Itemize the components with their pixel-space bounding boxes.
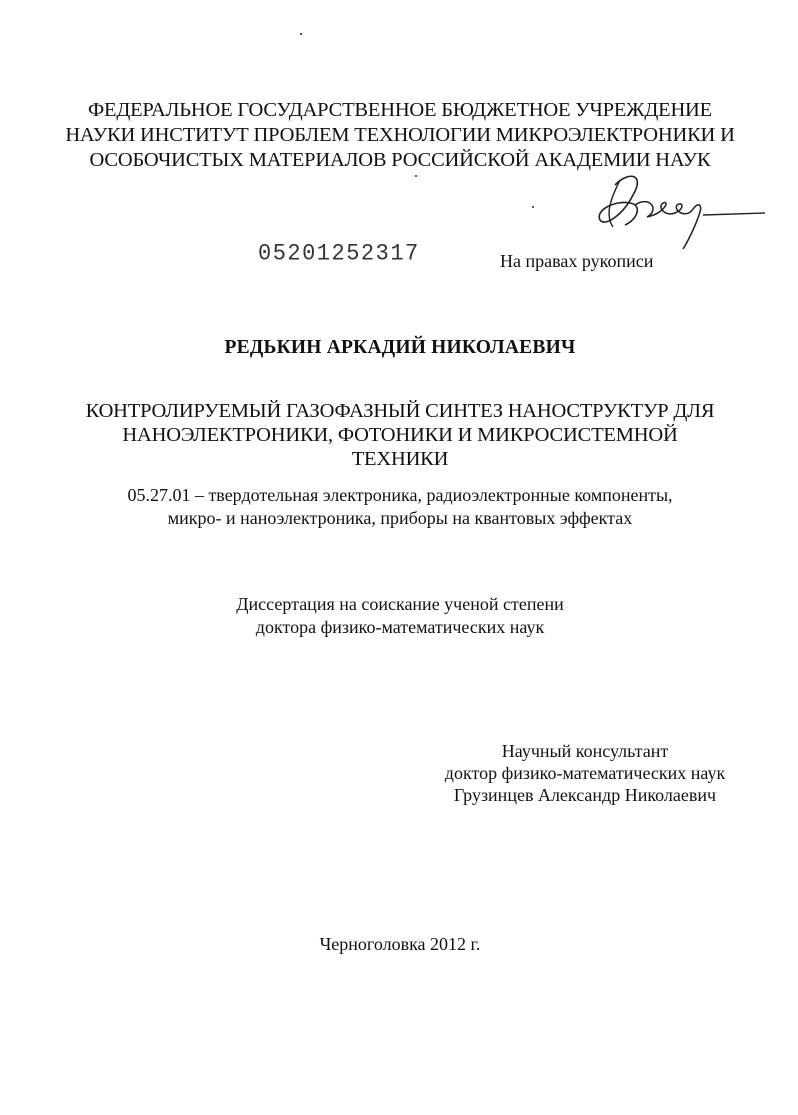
specialty: [80, 484, 720, 530]
degree-statement: [150, 593, 650, 639]
institution-line: ОСОБОЧИСТЫХ МАТЕРИАЛОВ РОССИЙСКОЙ АКАДЕМИИ НАУК: [89, 149, 711, 171]
degree-line: доктора физико-математических наук: [255, 617, 545, 637]
degree-line: Диссертация на соискание ученой степени: [236, 594, 564, 614]
scan-speck: [532, 206, 534, 208]
thesis-title: [80, 399, 720, 471]
consultant-name: Грузинцев Александр Николаевич: [453, 785, 717, 805]
scan-speck: [300, 33, 302, 35]
serial-number: 05201252317: [258, 240, 420, 267]
title-line: НАНОЭЛЕКТРОНИКИ, ФОТОНИКИ И МИКРОСИСТЕМНОЙ ТЕХНИКИ: [122, 424, 678, 470]
institution-name: [60, 98, 740, 173]
title-line: КОНТРОЛИРУЕМЫЙ ГАЗОФАЗНЫЙ СИНТЕЗ НАНОСТРУКТУР ДЛЯ: [85, 400, 715, 422]
specialty-line: микро- и наноэлектроника, приборы на квантовых эффектах: [167, 508, 633, 528]
specialty-line: 05.27.01 – твердотельная электроника, радиоэлектронные компоненты,: [127, 485, 673, 505]
consultant-degree: доктор физико-математических наук: [444, 763, 726, 783]
signature: [575, 165, 775, 255]
consultant-role: Научный консультант: [501, 741, 669, 761]
institution-line: ФЕДЕРАЛЬНОЕ ГОСУДАРСТВЕННОЕ БЮДЖЕТНОЕ УЧРЕЖДЕНИЕ: [88, 99, 712, 121]
rights-note: На правах рукописи: [500, 251, 654, 271]
author-name: РЕДЬКИН АРКАДИЙ НИКОЛАЕВИЧ: [224, 337, 576, 358]
scientific-consultant: [420, 740, 750, 806]
place-year: Черноголовка 2012 г.: [319, 934, 481, 954]
scan-speck: [415, 175, 417, 177]
institution-line: НАУКИ ИНСТИТУТ ПРОБЛЕМ ТЕХНОЛОГИИ МИКРОЭЛЕКТРОНИКИ И: [65, 124, 735, 146]
